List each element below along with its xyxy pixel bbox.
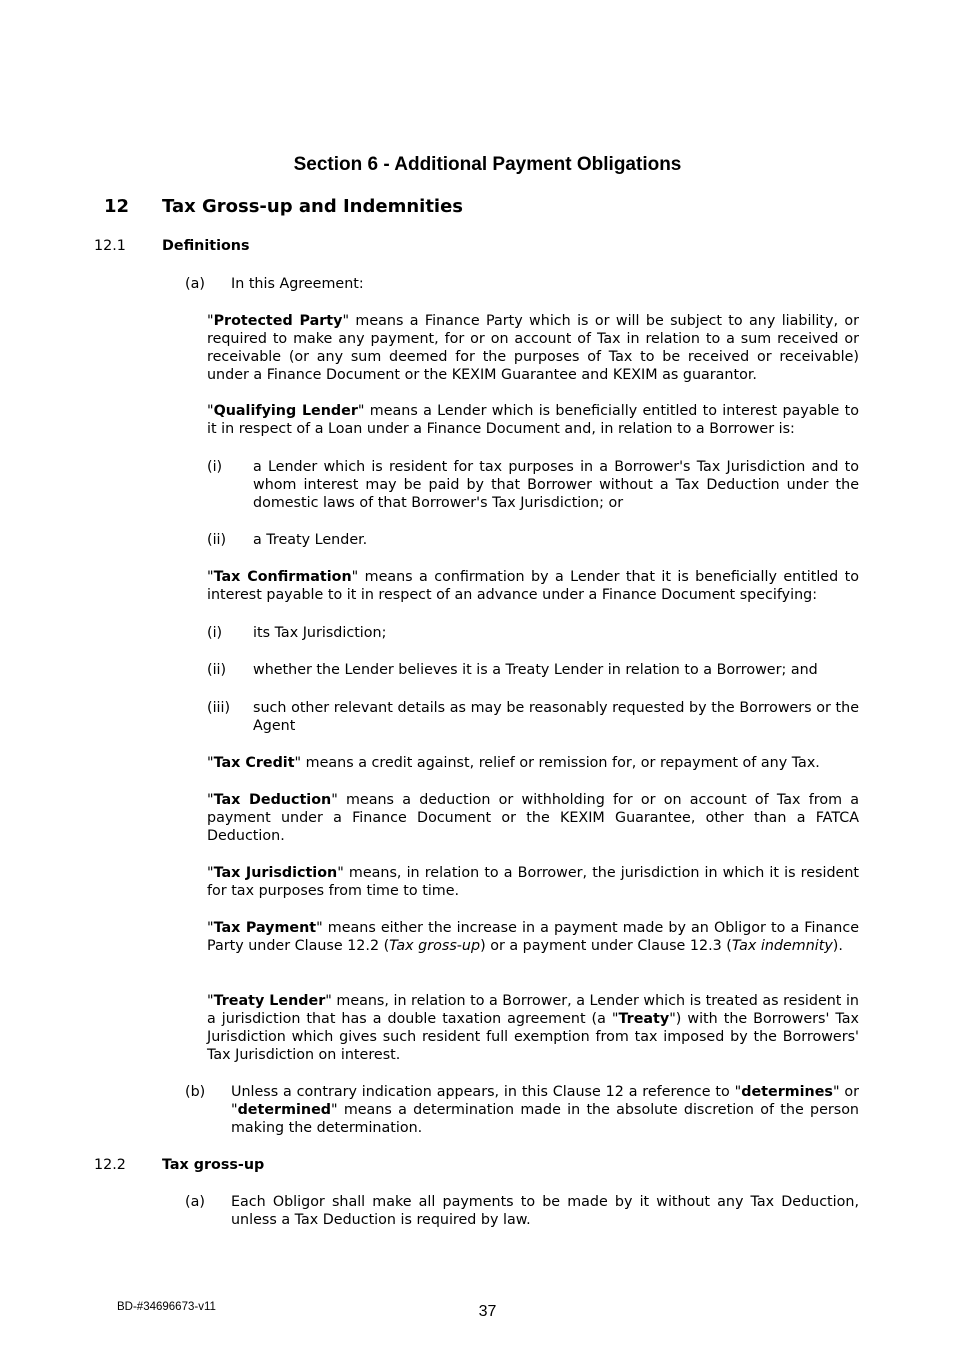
- list-item-label: (i): [207, 459, 223, 475]
- defined-term: Treaty Lender: [213, 993, 326, 1009]
- list-item-text: such other relevant details as may be reasonably requested by the Borrowers or the Agent: [253, 700, 859, 734]
- defined-term: Tax Deduction: [213, 792, 332, 808]
- defined-term: determines: [741, 1084, 833, 1100]
- defined-term: Protected Party: [213, 313, 343, 329]
- list-item-text: a Treaty Lender.: [253, 532, 368, 548]
- defined-term: Qualifying Lender: [213, 403, 358, 419]
- clause-12-2-number: 12.2: [94, 1157, 126, 1173]
- definition-text: means either the increase in a payment made by an Obligor to a Finance Party under Clause 12.2 (: [207, 920, 860, 954]
- clause-reference: Tax gross-up: [389, 938, 481, 954]
- clause-12-2-title: Tax gross-up: [162, 1157, 265, 1173]
- defined-term: Tax Confirmation: [213, 569, 352, 585]
- clause-12-1-number: 12.1: [94, 238, 126, 254]
- definition-text: means a Finance Party which is or will be subject to any liability, or required to make any payment, for or on account of Tax in relation to a sum received or receivable (or any sum deemed for the purposes of Tax to be received or receivable) under a Finance Document or the KEXIM Guarantee and KEXIM as guarantor.: [207, 313, 860, 383]
- paragraph-b-label: (b): [185, 1084, 206, 1100]
- defined-term: Tax Jurisdiction: [213, 865, 338, 881]
- definition-text: means, in relation to a Borrower, the jurisdiction in which it is resident for tax purposes from time to time.: [207, 865, 859, 899]
- list-item-label: (iii): [207, 700, 231, 716]
- paragraph-text: " or ": [231, 1084, 859, 1118]
- definition-text: ") with the Borrowers' Tax Jurisdiction which gives such resident full exemption from tax imposed by the Borrowers' Tax Jurisdiction on interest.: [207, 1011, 860, 1063]
- defined-term: Tax Credit: [213, 755, 295, 771]
- definition-text: means a confirmation by a Lender that it is beneficially entitled to interest payable to it in respect of an advance under a Finance Document specifying:: [207, 569, 859, 603]
- defined-term: Treaty: [618, 1011, 670, 1027]
- defined-term: Tax Payment: [213, 920, 317, 936]
- definition-text: ) or a payment under Clause 12.3 (: [480, 938, 732, 954]
- list-item-label: (ii): [207, 532, 227, 548]
- paragraph-label: (a): [185, 1194, 205, 1210]
- paragraph-a-intro: In this Agreement:: [231, 276, 364, 292]
- list-item-text: its Tax Jurisdiction;: [253, 625, 387, 641]
- definition-text: means, in relation to a Borrower, a Lender which is treated as resident in a jurisdiction that has a double taxation agreement (a ": [207, 993, 859, 1027]
- paragraph-text: " means a determination made in the absolute discretion of the person making the determination.: [231, 1102, 859, 1136]
- definition-text: means a deduction or withholding for or on account of Tax from a payment under a Finance Document or the KEXIM Guarantee, other than a FATCA Deduction.: [207, 792, 859, 844]
- document-reference: BD-#34696673-v11: [117, 1301, 216, 1313]
- page-number: 37: [478, 1303, 497, 1320]
- list-item-label: (ii): [207, 662, 227, 678]
- paragraph-a-label: (a): [185, 276, 205, 292]
- clause-reference: Tax indemnity: [731, 938, 833, 954]
- definition-text: means a credit against, relief or remission for, or repayment of any Tax.: [301, 755, 820, 771]
- paragraph-text: Each Obligor shall make all payments to be made by it without any Tax Deduction, unless a Tax Deduction is required by law.: [231, 1194, 859, 1228]
- list-item-label: (i): [207, 625, 223, 641]
- clause-title: Tax Gross-up and Indemnities: [162, 196, 464, 217]
- clause-number: 12: [104, 196, 130, 217]
- definition-text: means a Lender which is beneficially entitled to interest payable to it in respect of a Loan under a Finance Document and, in relation to a Borrower is:: [207, 403, 859, 437]
- section-title: Section 6 - Additional Payment Obligations: [293, 154, 682, 175]
- clause-12-1-title: Definitions: [162, 238, 250, 254]
- paragraph-text: Unless a contrary indication appears, in this Clause 12 a reference to ": [231, 1084, 742, 1100]
- list-item-text: a Lender which is resident for tax purposes in a Borrower's Tax Jurisdiction and to whom interest may be paid by that Borrower without a Tax Deduction under the domestic laws of that Borrower's Tax Jurisdiction; or: [253, 459, 859, 511]
- list-item-text: whether the Lender believes it is a Treaty Lender in relation to a Borrower; and: [253, 662, 818, 678]
- defined-term: determined: [237, 1102, 331, 1118]
- definition-text: ).: [832, 938, 843, 954]
